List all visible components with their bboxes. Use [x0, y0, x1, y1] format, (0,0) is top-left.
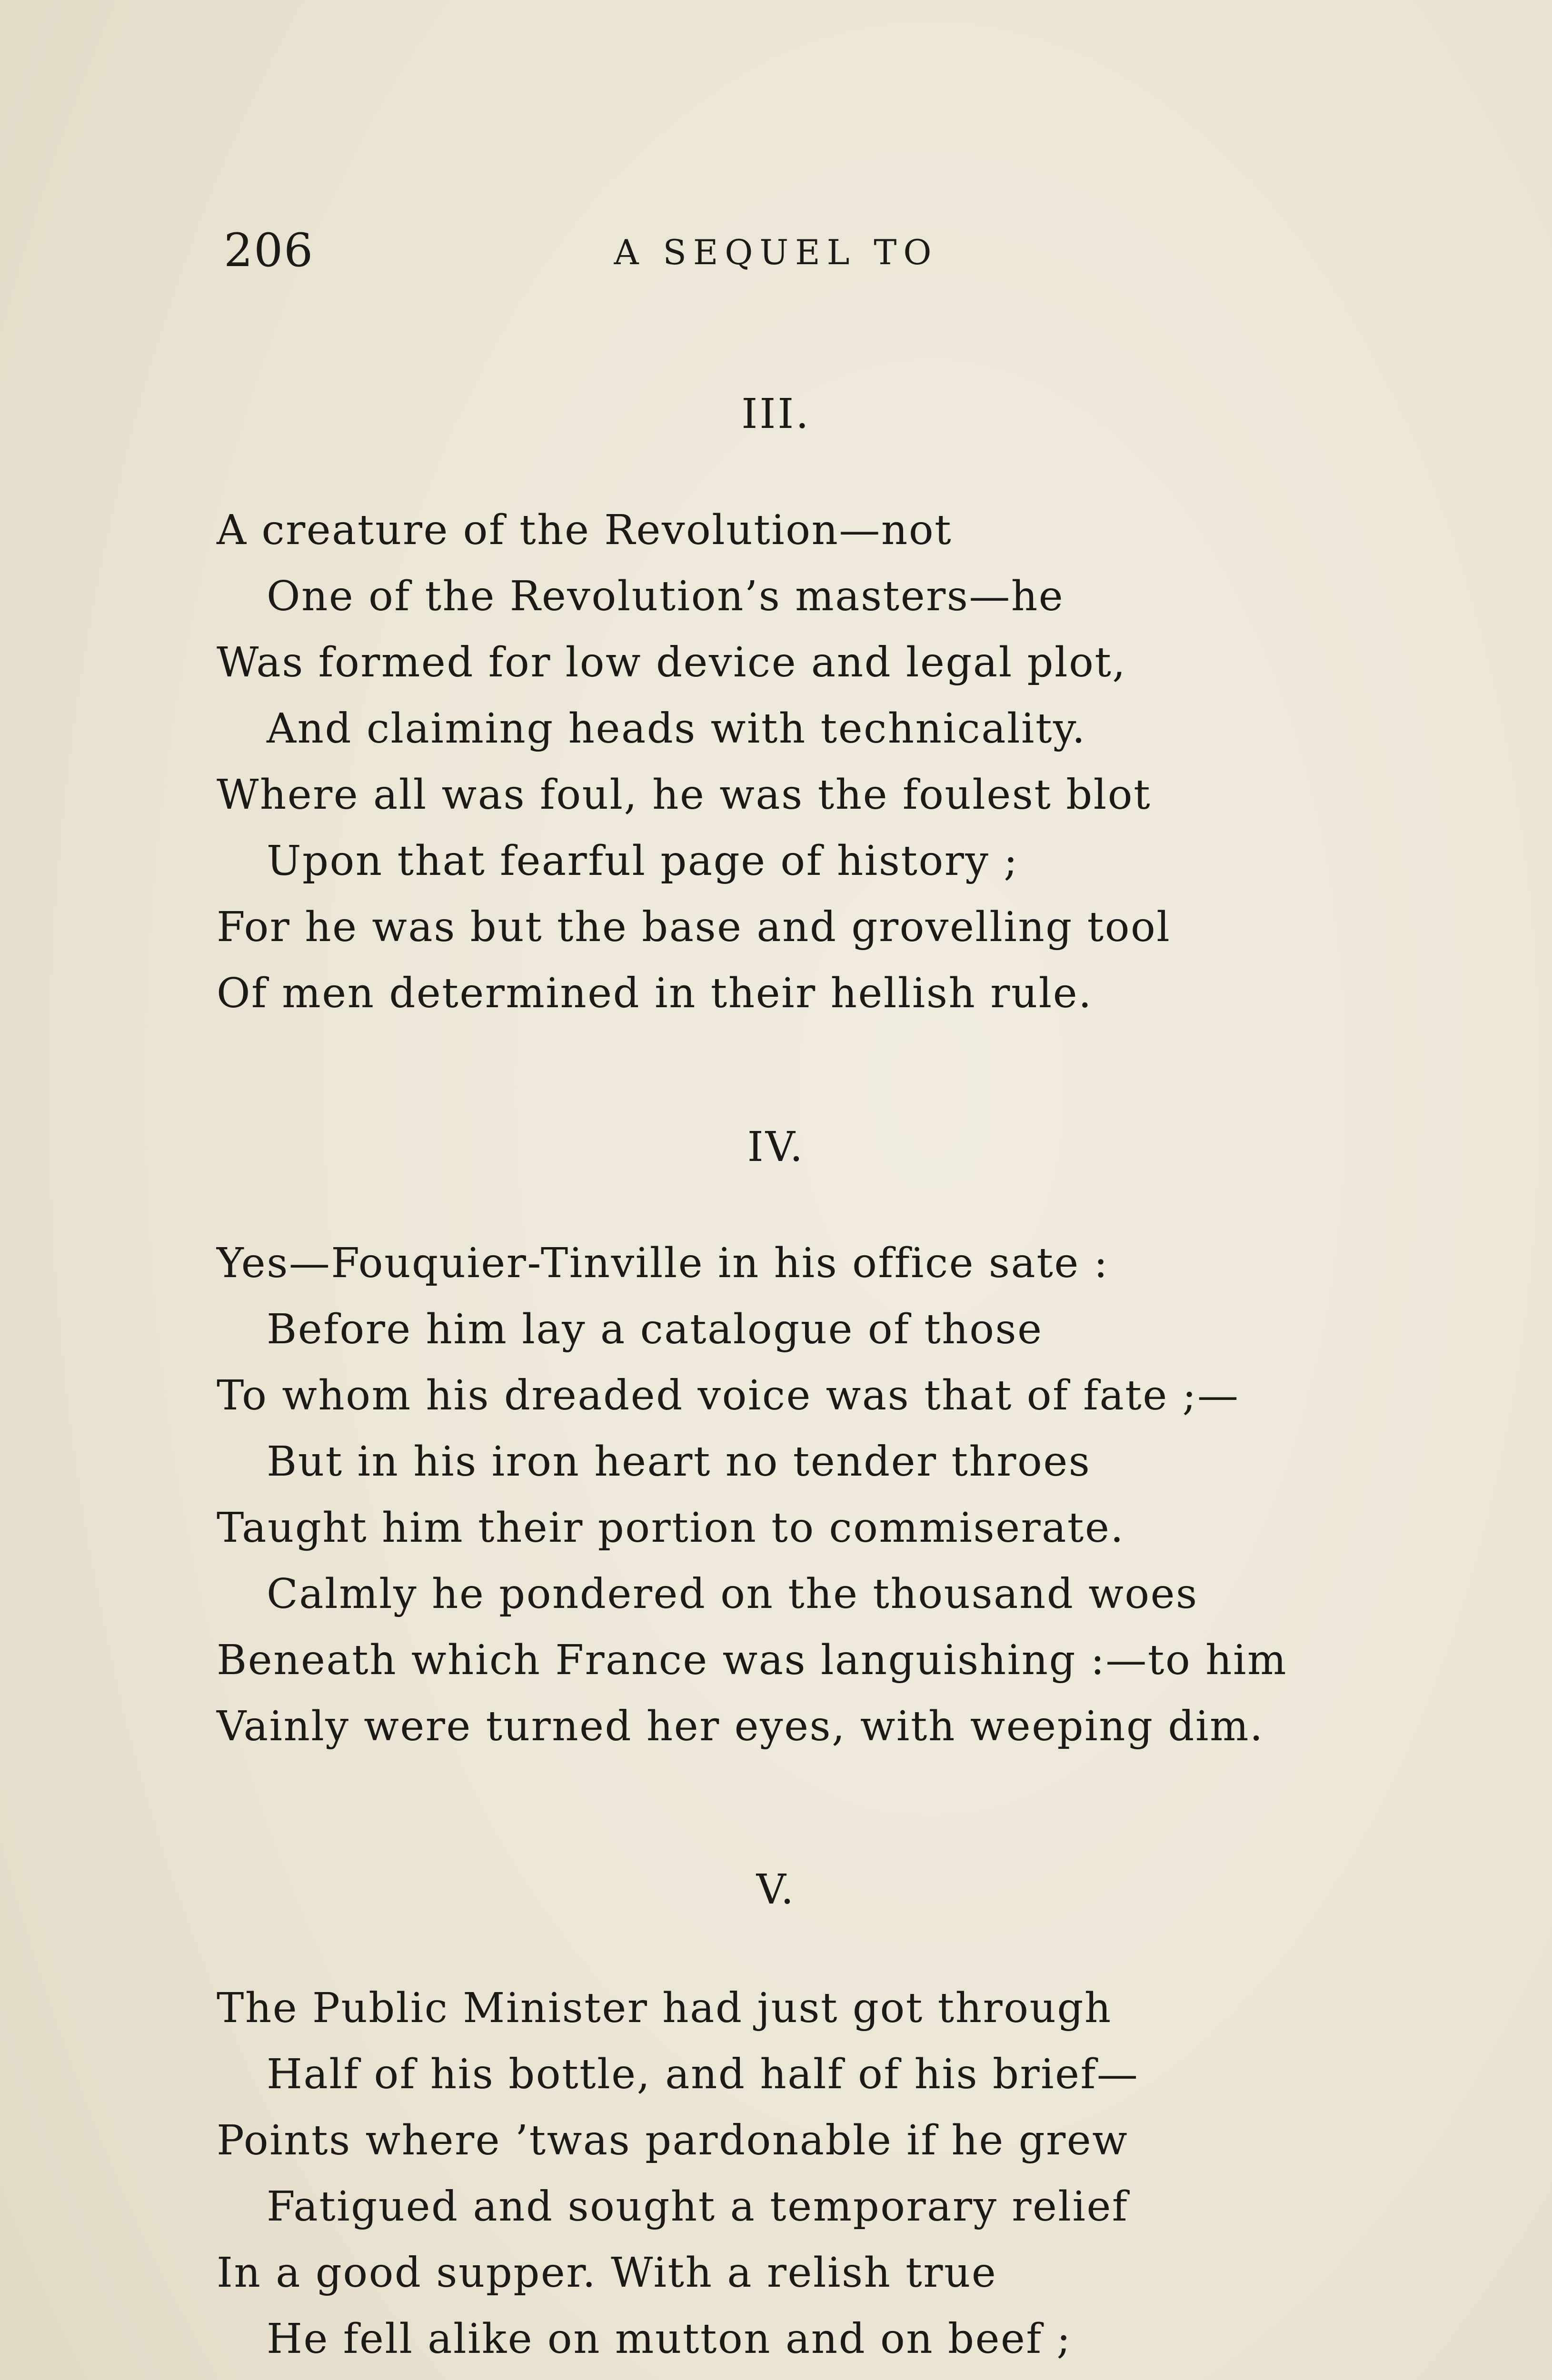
verse-line: Calmly he pondered on the thousand woes — [267, 1570, 1198, 1618]
stanza — [217, 1230, 1359, 1760]
stanza-number: V. — [756, 1866, 796, 1914]
stanza — [217, 1975, 1359, 2380]
verse-line — [217, 2372, 1359, 2380]
verse-line: To whom his dreaded voice was that of fate ;— — [217, 1372, 1240, 1419]
running-head: A SEQUEL TO — [614, 232, 938, 272]
verse-line: Yes—Fouquier-Tinville in his office sate : — [217, 1240, 1109, 1287]
stanza-number: IV. — [747, 1123, 805, 1171]
verse-line: One of the Revolution’s masters—he — [267, 573, 1065, 620]
verse-line: Fatigued and sought a temporary relief — [267, 2183, 1129, 2231]
verse-line: Beneath which France was languishing :—to him — [217, 1636, 1288, 1684]
verse-line: Before him lay a catalogue of those — [267, 1306, 1043, 1353]
verse-line: Half of his bottle, and half of his brief— — [267, 2051, 1139, 2098]
page-number: 206 — [224, 224, 314, 277]
verse-line: Where all was foul, he was the foulest blot — [217, 771, 1152, 819]
verse-line: He fell alike on mutton and on beef ; — [267, 2315, 1072, 2363]
verse-line: And claiming heads with technicality. — [267, 705, 1086, 753]
verse-line: A creature of the Revolution—not — [217, 506, 953, 554]
verse-line: In a good supper. With a relish true — [217, 2249, 997, 2297]
stanza — [217, 497, 1359, 1027]
verse-line: For he was but the base and grovelling tool — [217, 903, 1171, 951]
verse-line: Upon that fearful page of history ; — [267, 837, 1019, 885]
verse-line: But in his iron heart no tender throes — [267, 1438, 1091, 1486]
stanza-number: III. — [741, 390, 811, 438]
verse-line: Of men determined in their hellish rule. — [217, 970, 1093, 1017]
verse-line: The Public Minister had just got through — [217, 1984, 1112, 2032]
verse-line: Vainly were turned her eyes, with weeping dim. — [217, 1703, 1264, 1750]
verse-line: Taught him their portion to commiserate. — [217, 1504, 1125, 1552]
verse-line: Points where ’twas pardonable if he grew — [217, 2117, 1129, 2164]
verse-line: Was formed for low device and legal plot, — [217, 639, 1127, 686]
page-header — [224, 224, 1328, 281]
